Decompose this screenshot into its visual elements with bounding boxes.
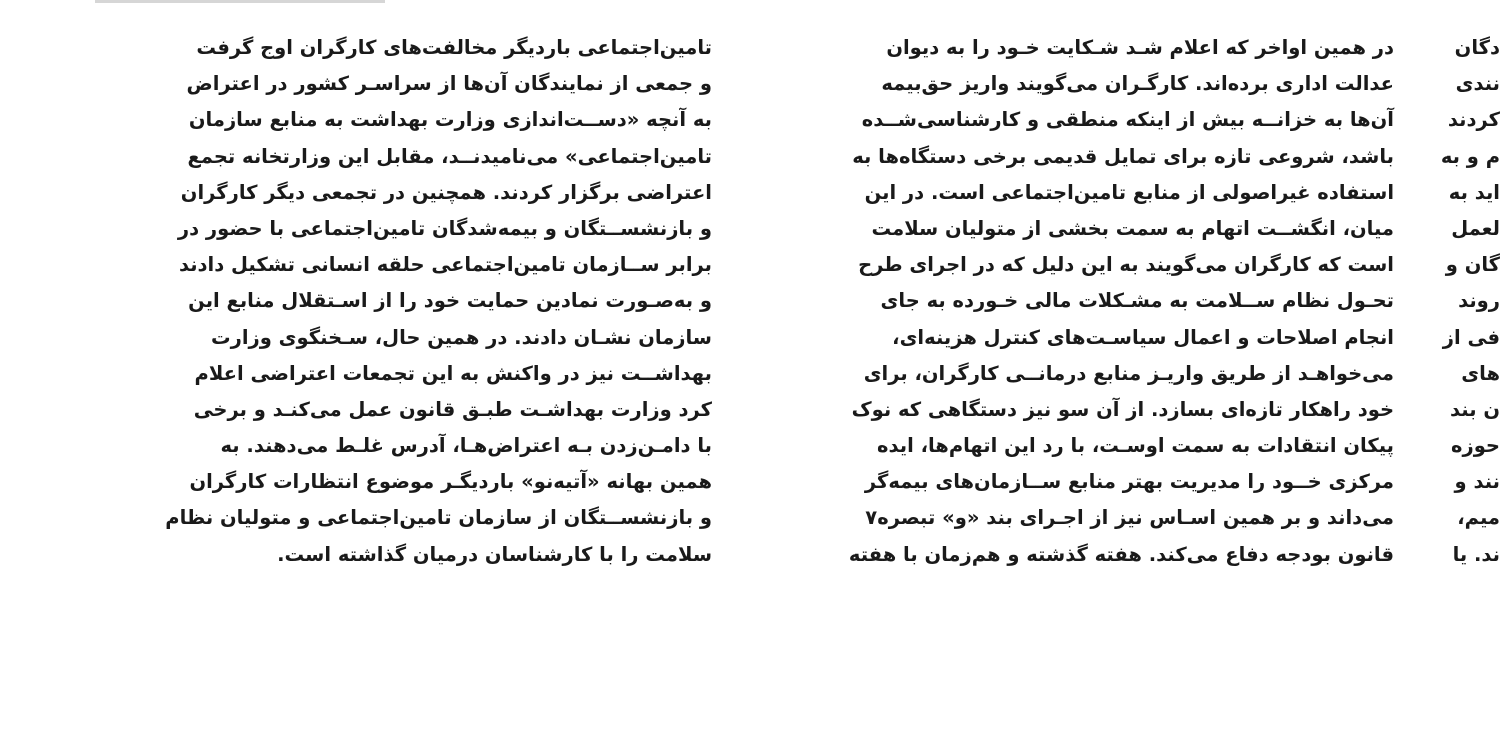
text-line: به آنچه «دســت‌اندازی وزارت بهداشت به منابع سازمان: [188, 108, 712, 132]
text-line: روند: [1458, 289, 1500, 313]
text-line: همین بهانه «آتیه‌نو» باردیگـر موضوع انتظارات کارگران: [189, 470, 712, 494]
text-line: آن‌ها به خزانــه بیش از اینکه منطقی و کارشناسی‌شــده: [861, 108, 1394, 132]
text-line: و بازنشســتگان از سازمان تامین‌اجتماعی و متولیان نظام: [165, 506, 712, 530]
text-line: عدالت اداری برده‌اند. کارگـران می‌گویند واریز حق‌بیمه: [881, 72, 1394, 96]
text-line: بهداشــت نیز در واکنش به این تجمعات اعتراضی اعلام: [194, 361, 712, 385]
text-line: نندی: [1455, 72, 1500, 96]
text-line: میان، انگشــت اتهام به سمت بخشی از متولیان سلامت: [871, 216, 1394, 240]
text-line: های: [1461, 361, 1500, 385]
article-column-right-cropped: [1440, 30, 1500, 573]
text-line: ن بند: [1450, 397, 1500, 421]
text-line: و بازنشســتگان و بیمه‌شدگان تامین‌اجتماعی با حضور در: [177, 216, 712, 240]
text-line: خود راهکار تازه‌ای بسازد. از آن سو نیز دستگاهی که نوک: [851, 397, 1394, 421]
text-line: دگان: [1454, 36, 1500, 59]
text-line: و به‌صـورت نمادین حمایت خود را از اسـتقلال منابع این: [188, 289, 712, 313]
text-line: پیکان انتقادات به سمت اوسـت، با رد این اتهام‌ها، ایده: [877, 434, 1394, 458]
article-column-left: [82, 30, 712, 573]
text-line: کردند: [1447, 108, 1500, 132]
text-line: فی از: [1442, 325, 1500, 349]
text-line: اعتراضی برگزار کردند. همچنین در تجمعی دیگر کارگران: [180, 180, 712, 204]
text-line: میم،: [1457, 506, 1500, 530]
text-line: تحـول نظام ســلامت به مشـکلات مالی خـورده به جای: [880, 289, 1394, 313]
text-line: با دامـن‌زدن بـه اعتراض‌هـا، آدرس غلـط می‌دهند. به: [220, 434, 712, 458]
text-line: انجام اصلاحات و اعمال سیاسـت‌های کنترل هزینه‌ای،: [892, 325, 1394, 349]
text-line: گان و: [1445, 253, 1500, 277]
text-line: اید به: [1448, 180, 1500, 204]
text-line: برابر ســازمان تامین‌اجتماعی حلقه انسانی تشکیل دادند: [178, 253, 712, 277]
top-divider-rule: [95, 0, 385, 3]
text-line: می‌خواهـد از طریق واریـز منابع درمانــی کارگران، برای: [863, 361, 1394, 385]
text-line: است که کارگران می‌گویند به این دلیل که در اجرای طرح: [858, 253, 1394, 277]
text-line: باشد، شروعی تازه برای تمایل قدیمی برخی دستگاه‌ها به: [852, 144, 1394, 168]
text-line: می‌داند و بر همین اسـاس نیز از اجـرای بند «و» تبصره۷: [865, 506, 1394, 530]
text-line: حوزه: [1450, 434, 1500, 458]
text-line: ند. یا: [1452, 542, 1500, 566]
article-column-middle: [758, 30, 1394, 573]
text-line: مرکزی خــود را مدیریت بهتر منابع ســازمان‌های بیمه‌گر: [864, 470, 1394, 494]
text-line: استفاده غیراصولی از منابع تامین‌اجتماعی است. در این: [864, 180, 1394, 204]
text-line: لعمل: [1451, 216, 1500, 240]
text-line: نند و: [1454, 470, 1500, 494]
text-line: سلامت را با کارشناسان درمیان گذاشته است.: [277, 542, 712, 566]
text-line: تامین‌اجتماعی باردیگر مخالفت‌های کارگران اوج گرفت: [196, 36, 712, 59]
text-line: کرد وزارت بهداشـت طبـق قانون عمل می‌کنـد و برخی: [193, 397, 712, 421]
text-line: سازمان نشـان دادند. در همین حال، سـخنگوی وزارت: [211, 325, 712, 349]
text-line: و جمعی از نمایندگان آن‌ها از سراسـر کشور در اعتراض: [186, 72, 712, 96]
text-line: قانون بودجه دفاع می‌کند. هفته گذشته و هم‌زمان با هفته: [848, 542, 1394, 566]
text-line: م و به: [1440, 144, 1500, 168]
text-line: در همین اواخر که اعلام شـد شـکایت خـود را به دیوان: [886, 36, 1394, 59]
text-line: تامین‌اجتماعی» می‌نامیدنــد، مقابل این وزارتخانه تجمع: [187, 144, 712, 168]
